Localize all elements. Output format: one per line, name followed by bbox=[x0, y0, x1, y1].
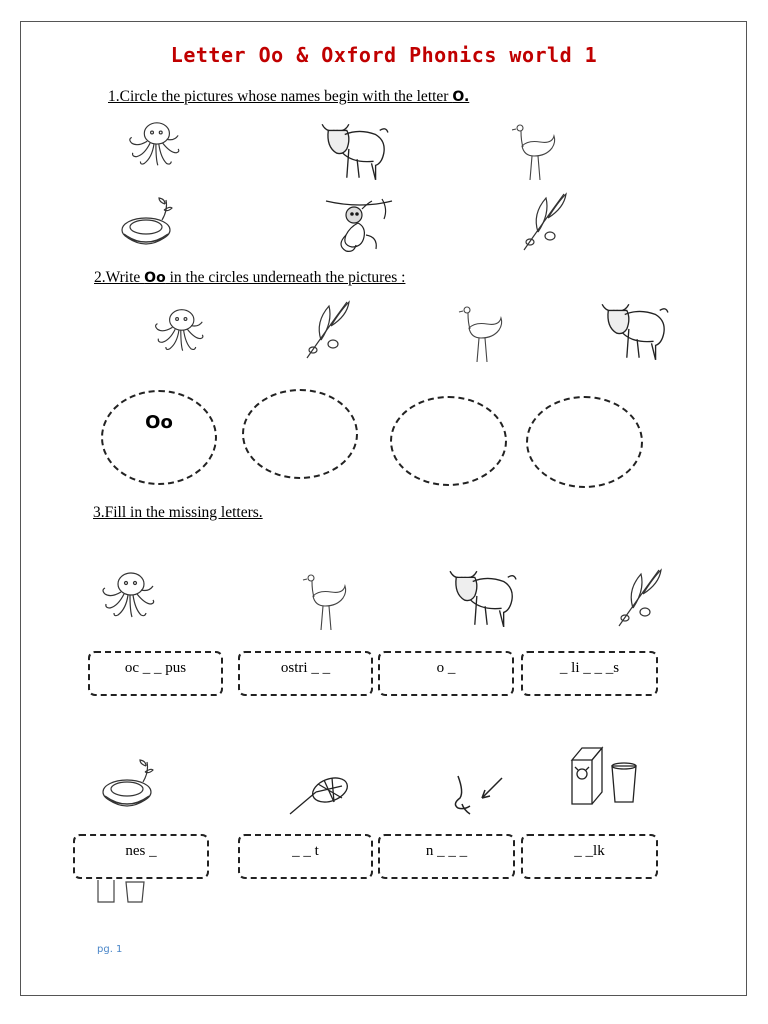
write-circle[interactable] bbox=[242, 389, 358, 479]
ox-icon bbox=[444, 565, 520, 631]
octopus-icon bbox=[147, 305, 209, 361]
section1-text: 1.Circle the pictures whose names begin with the letter bbox=[108, 88, 453, 105]
nest-icon bbox=[98, 758, 160, 816]
octopus-icon bbox=[122, 118, 184, 176]
section1-instruction bbox=[108, 88, 469, 106]
fill-box[interactable]: _ _ t bbox=[238, 834, 373, 879]
nest-icon bbox=[118, 196, 178, 254]
milk-icon bbox=[568, 744, 644, 808]
ox-icon bbox=[318, 118, 390, 184]
net-icon bbox=[288, 774, 352, 816]
section1-bold: O. bbox=[452, 89, 470, 105]
fill-box[interactable]: ostri _ _ bbox=[238, 651, 373, 696]
ostrich-icon bbox=[512, 122, 558, 182]
section2-pre: 2.Write bbox=[94, 269, 145, 286]
nose-icon bbox=[448, 772, 508, 818]
milk-icon bbox=[94, 878, 154, 904]
ostrich-icon bbox=[452, 304, 512, 364]
monkey-icon bbox=[324, 195, 394, 255]
write-circle[interactable] bbox=[526, 396, 643, 488]
write-circle[interactable] bbox=[390, 396, 507, 486]
olive-branch-icon bbox=[520, 190, 570, 256]
fill-box[interactable]: n _ _ _ bbox=[378, 834, 515, 879]
ostrich-icon bbox=[296, 572, 356, 632]
worksheet-title: Letter Oo & Oxford Phonics world 1 bbox=[170, 43, 598, 67]
ox-icon bbox=[598, 298, 670, 364]
write-circle[interactable] bbox=[101, 390, 217, 485]
circle-text: Oo bbox=[145, 412, 173, 433]
section2-bold: Oo bbox=[144, 270, 166, 286]
fill-box[interactable]: nes _ bbox=[73, 834, 209, 879]
page-number: pg. 1 bbox=[97, 944, 123, 955]
fill-box[interactable]: oc _ _ pus bbox=[88, 651, 223, 696]
olive-branch-icon bbox=[614, 566, 666, 632]
olive-branch-icon bbox=[302, 298, 354, 364]
section2-instruction bbox=[94, 269, 405, 287]
octopus-icon bbox=[96, 568, 158, 628]
section3-instruction: 3.Fill in the missing letters. bbox=[93, 504, 263, 521]
fill-box[interactable]: _ _lk bbox=[521, 834, 658, 879]
fill-box[interactable]: o _ bbox=[378, 651, 514, 696]
fill-box[interactable]: _ li _ _ _s bbox=[521, 651, 658, 696]
section2-post: in the circles underneath the pictures : bbox=[165, 269, 406, 286]
